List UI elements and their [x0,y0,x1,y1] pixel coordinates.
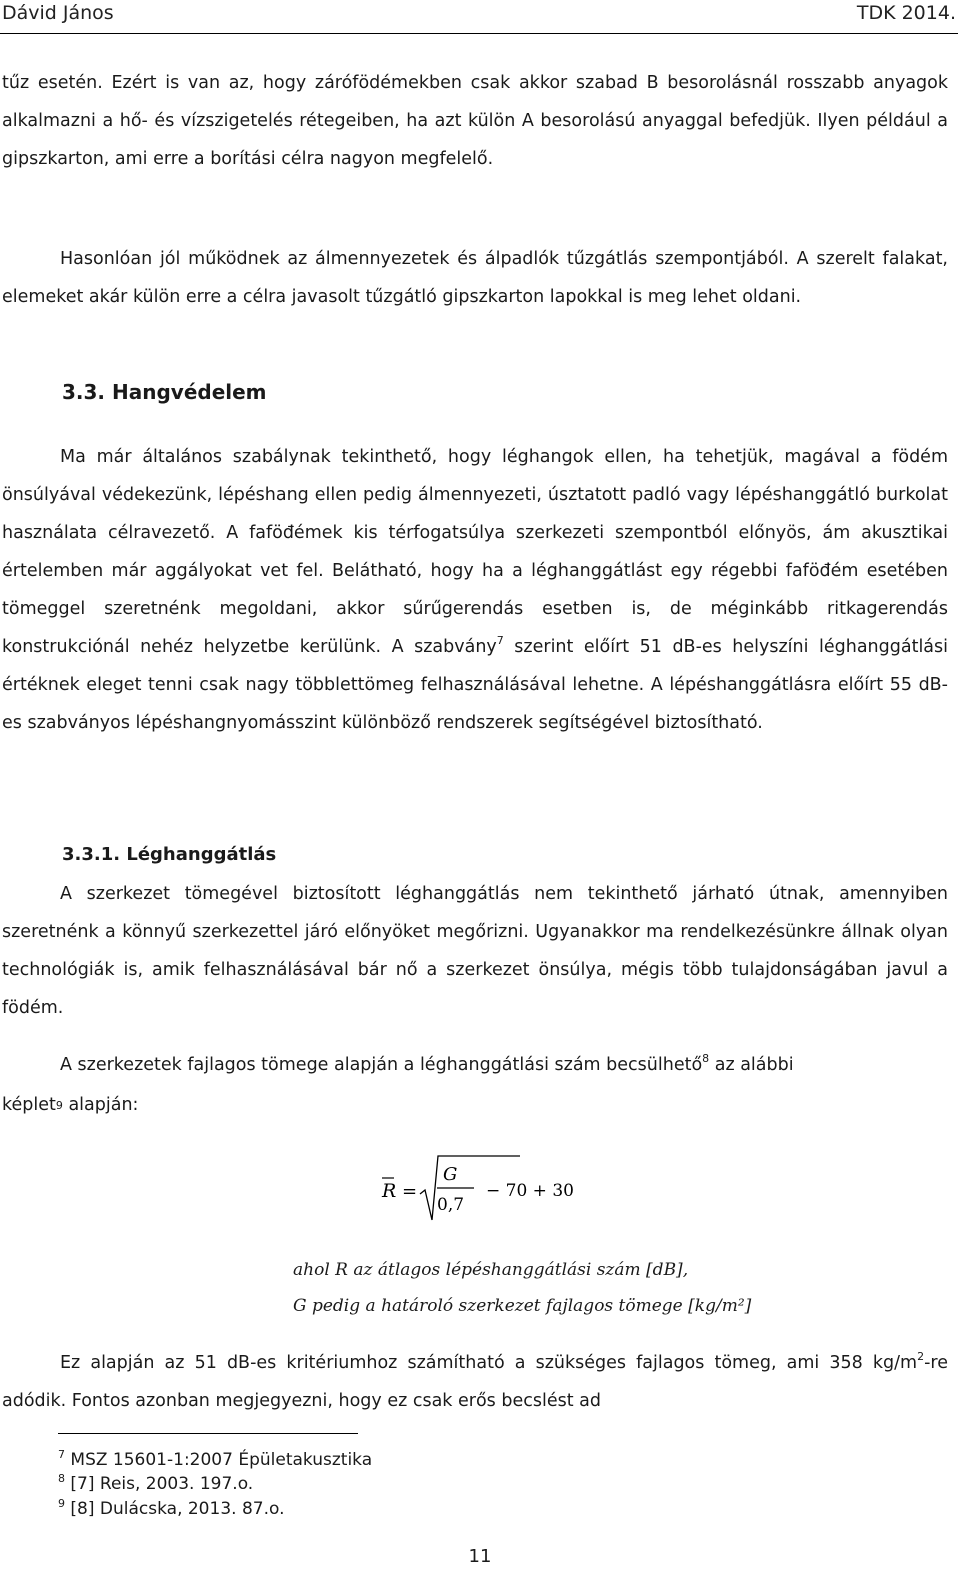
footnote-7-number: 7 [58,1448,65,1461]
formula-block [380,1152,580,1232]
formula-eq: = [402,1181,418,1202]
paragraph-suspended-ceilings: Hasonlóan jól működnek az álmennyezetek és álpadlók tűzgátlás szempontjából. A szerelt falakat, elemeket akár külön erre a célra javasolt tűzgátló gipszkarton lapokkal is meg lehet oldani. [2,249,948,307]
footnote-ref-7: 7 [496,634,504,647]
paragraph-airborne-insulation: A szerkezet tömegével biztosított léghanggátlás nem tekinthető járható útnak, amennyiben szeretnénk a könnyű szerkezettel járó előnyöket megőrizni. Ugyanakkor ma rendelkezésünkre állnak olyan technológiák is, amik felhasználásával bár nő a szerkezet önsúlya, mégis több tulajdonságában javul a födém. [2,884,948,1018]
required-mass-text-1: Ez alapján az 51 dB-es kritériumhoz számítható a szükséges fajlagos tömeg, ami 358 kg/m [60,1353,918,1373]
footnote-9 [58,1497,284,1521]
formula-intro-tail: az alábbi [709,1055,794,1075]
paragraph-sound-protection-text-2: szerint előírt 51 dB-es helyszíni léghanggátlási értéknek eleget tenni csak nagy többlettömeg felhasználásával lehetne. A lépéshanggátlásra előírt 55 dB-es szabványos lépéshangnyomásszint különböző rendszerek segítségével biztosítható. [2,637,949,733]
subsection-heading: 3.3.1. Léghanggátlás [62,844,277,865]
footnote-7 [58,1448,372,1472]
formula-denominator: 0,7 [437,1195,465,1215]
footnote-9-number: 9 [58,1497,65,1510]
footnote-9-text: [8] Dulácska, 2013. 87.o. [70,1499,285,1519]
paragraph-formula-intro-line2 [2,1086,948,1125]
formula-lhs: R [382,1180,397,1202]
paragraph-fire-intro: tűz esetén. Ezért is van az, hogy zárófödémekben csak akkor szabad B besorolásnál rosszabb anyagok alkalmazni a hő- és vízszigetelés rétegeiben, ha azt külön A besorolású anyaggal befedjük. Ilyen például a gipszkarton, ami erre a borítási célra nagyon megfelelő. [2,73,948,169]
header-author: Dávid János [2,2,114,24]
paragraph-sound-protection [2,438,948,742]
footnote-rule [58,1433,358,1434]
footnote-ref-9: 9 [55,1099,63,1112]
header-rule [0,33,958,34]
formula-where-line1: ahol R az átlagos lépéshanggátlási szám [dB], [293,1260,689,1280]
page-number: 11 [468,1546,492,1567]
paragraph-formula-intro-line1 [2,1046,948,1084]
header-event: TDK 2014. [856,2,956,24]
paragraph-sound-protection-text-1: Ma már általános szabálynak tekinthető, hogy léghangok ellen, ha tehetjük, magával a födém önsúlyával védekezünk, lépéshang ellen pedig álmennyezeti, úsztatott padló vagy lépéshanggátló burkolat használata célravezető. A faföđémek kis térfogatsúlya szerkezeti szempontból előnyös, ám akusztikai értelemben már aggályokat vet fel. Belátható, hogy ha a léghanggátlást egy régebbi faföđém esetében tömeggel szeretnénk megoldani, akkor sűrűgerendás esetben is, de méginkább ritkagerendás konstrukciónál nehéz helyzetbe kerülünk. A szabvány [2,447,948,657]
formula-numerator: G [443,1164,458,1185]
footnote-7-text: MSZ 15601-1:2007 Épületakusztika [70,1450,373,1470]
formula-intro-alapjan: alapján: [62,1095,139,1115]
formula-where-line2: G pedig a határoló szerkezet fajlagos tömege [kg/m²] [293,1296,752,1316]
footnote-ref-8: 8 [702,1052,710,1065]
formula-svg [380,1152,580,1232]
paragraph-required-mass [2,1344,948,1420]
footnote-8-text: [7] Reis, 2003. 197.o. [70,1474,254,1494]
footnote-8 [58,1472,253,1496]
formula-tail: − 70 + 30 [486,1181,574,1201]
section-heading: 3.3. Hangvédelem [62,380,267,404]
formula-intro-text: A szerkezetek fajlagos tömege alapján a léghanggátlási szám becsülhető [60,1055,703,1075]
formula-intro-keplet: képlet [2,1095,56,1115]
required-mass-text-2: -re adódik. Fontos azonban megjegyezni, hogy ez csak erős becslést ad [2,1353,948,1411]
unit-exponent: 2 [917,1350,925,1363]
footnote-8-number: 8 [58,1472,65,1485]
